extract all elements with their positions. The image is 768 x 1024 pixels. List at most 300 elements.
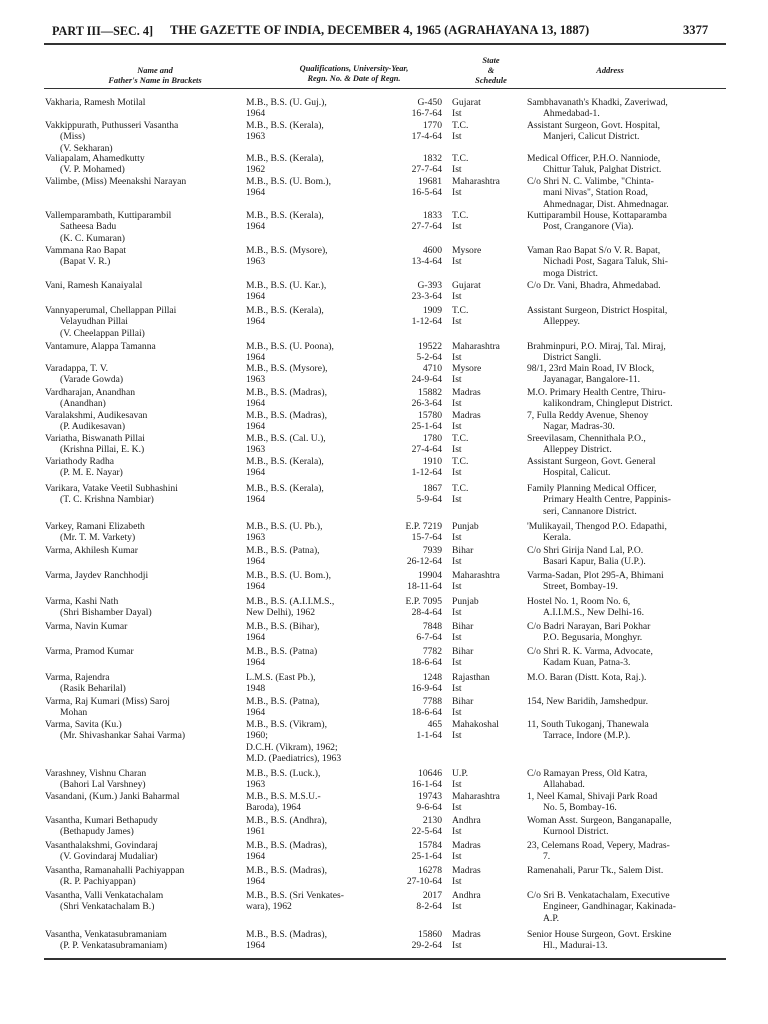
entry-qualification-line: M.B., B.S. (U. Guj.), [246, 97, 327, 108]
entry-registration-line: 15882 [418, 387, 442, 398]
entry-qualification-line: 1963 [246, 374, 266, 386]
gazette-title: THE GAZETTE OF INDIA, DECEMBER 4, 1965 (AGRAHAYANA 13, 1887) [170, 23, 590, 37]
entry-registration-line: 16-7-64 [411, 108, 442, 120]
entry-registration-line: 18-6-64 [411, 657, 442, 669]
entry-state [452, 521, 530, 544]
entry-address-line: Assistant Surgeon, District Hospital, [527, 305, 668, 316]
entry-state-line: T.C. [452, 153, 469, 164]
entry-state [452, 696, 530, 719]
entry-name-line: (Miss) [60, 131, 86, 143]
entry-name-line: Valimbe, (Miss) Meenakshi Narayan [45, 176, 187, 187]
entry-name [45, 456, 241, 479]
entry-registration [380, 521, 442, 544]
entry-registration [380, 363, 442, 386]
entry-state-line: Ist [452, 657, 462, 669]
entry-address-line: seri, Cannanore District. [543, 505, 637, 517]
entry-name-line: (T. C. Krishna Nambiar) [60, 494, 154, 506]
entry-address [527, 280, 728, 291]
entry-qualification-line: M.B., B.S. (Patna) [246, 646, 318, 657]
entry-name-line: (P. Audikesavan) [60, 421, 126, 433]
entry-state-line: Ist [452, 532, 462, 544]
entry-name-line: Vannyaperumal, Chellappan Pillai [45, 305, 177, 316]
entry-name-line: Varalakshmi, Audikesavan [45, 410, 148, 421]
entry-name [45, 341, 241, 352]
entry-state [452, 97, 530, 120]
entry-registration-line: 16-5-64 [411, 187, 442, 199]
entry-name-line: (Bapat V. R.) [60, 256, 111, 268]
entry-state-line: T.C. [452, 120, 469, 131]
entry-state-line: Ist [452, 901, 462, 913]
entry-registration-line: 26-3-64 [411, 398, 442, 410]
entry-qualification-line: M.B., B.S. (Madras), [246, 410, 328, 421]
entry-registration-line: 19681 [418, 176, 442, 187]
entry-state-line: Madras [452, 410, 481, 421]
entry-name-line: Velayudhan Pillai [60, 316, 128, 328]
entry-state [452, 210, 530, 233]
entry-name-line: Valiapalam, Ahamedkutty [45, 153, 145, 164]
entry-name-line: Vasantha, Venkatasubramaniam [45, 929, 167, 940]
entry-registration-line: 18-6-64 [411, 707, 442, 719]
entry-registration-line: 27-10-64 [406, 876, 442, 888]
entry-name-line: Varashney, Vishnu Charan [45, 768, 147, 779]
entry-state-line: Bihar [452, 621, 474, 632]
entry-state-line: T.C. [452, 456, 469, 467]
entry-registration [380, 570, 442, 593]
entry-registration-line: 1832 [422, 153, 442, 164]
entry-address [527, 929, 728, 952]
entry-address-line: 11, South Tukoganj, Thanewala [527, 719, 649, 730]
entry-qualification-line: 1964 [246, 421, 266, 433]
entry-qualification-line: 1964 [246, 352, 266, 364]
entry-registration [380, 696, 442, 719]
entry-name-line: (V. Sekharan) [60, 142, 113, 154]
entry-name-line: (Krishna Pillai, E. K.) [60, 444, 145, 456]
entry-address [527, 153, 728, 176]
entry-registration [380, 929, 442, 952]
entry-address-line: moga District. [543, 267, 598, 279]
entry-name [45, 280, 241, 291]
entry-state [452, 545, 530, 568]
entry-registration-line: 1-12-64 [411, 316, 442, 328]
entry-registration-line: 24-9-64 [411, 374, 442, 386]
entry-address [527, 210, 728, 233]
entry-address [527, 646, 728, 669]
entry-address [527, 97, 728, 120]
entry-registration [380, 433, 442, 456]
entry-state [452, 596, 530, 619]
entry-qualification-line: 1964 [246, 291, 266, 303]
entry-registration [380, 456, 442, 479]
entry-address-line: 23, Celemans Road, Vepery, Madras- [527, 840, 670, 851]
entry-state-line: Ist [452, 876, 462, 888]
entry-name [45, 815, 241, 838]
entry-state [452, 433, 530, 456]
entry-name-line: Vasantha, Kumari Bethapudy [45, 815, 158, 826]
entry-registration-line: 16-1-64 [411, 779, 442, 791]
entry-name [45, 97, 241, 108]
entry-address-line: P.O. Begusaria, Monghyr. [543, 632, 643, 644]
entry-address-line: A.P. [543, 912, 559, 924]
entry-registration [380, 280, 442, 303]
entry-address-line: Brahminpuri, P.O. Miraj, Tal. Miraj, [527, 341, 666, 352]
entry-name-line: (V. Govindaraj Mudaliar) [60, 851, 158, 863]
entry-qualification-line: 1964 [246, 940, 266, 952]
entry-name [45, 865, 241, 888]
entry-qualification-line: M.B., B.S. (Kerala), [246, 456, 324, 467]
entry-qualification-line: M.B., B.S. (Luck.), [246, 768, 321, 779]
entry-state [452, 570, 530, 593]
entry-name [45, 305, 241, 339]
entry-name [45, 245, 241, 268]
entry-registration [380, 153, 442, 176]
entry-registration-line: 7782 [422, 646, 442, 657]
entry-name [45, 840, 241, 863]
entry-state-line: T.C. [452, 210, 469, 221]
entry-qualification-line: Baroda), 1964 [246, 802, 301, 814]
entry-name-line: Varma, Akhilesh Kumar [45, 545, 138, 556]
entry-name-line: (Varade Gowda) [60, 374, 124, 386]
entry-registration-line: 1248 [422, 672, 442, 683]
entry-qualification-line: M.B., B.S. (U. Pb.), [246, 521, 323, 532]
entry-state-line: Maharashtra [452, 791, 500, 802]
entry-address-line: Chittur Taluk, Palghat District. [543, 164, 662, 176]
entry-address-line: 7. [543, 851, 551, 863]
entry-address [527, 387, 728, 410]
entry-registration-line: E.P. 7219 [405, 521, 442, 532]
entry-name-line: (Shri Bishamber Dayal) [60, 607, 152, 619]
entry-registration-line: 5-9-64 [416, 494, 442, 506]
entry-address-line: M.O. Baran (Distt. Kota, Raj.). [527, 672, 647, 683]
entry-qualification-line: M.B., B.S. (Kerala), [246, 483, 324, 494]
entry-registration [380, 341, 442, 364]
entry-state [452, 621, 530, 644]
entry-qualification-line: 1964 [246, 876, 266, 888]
entry-address-line: C/o Shri Girija Nand Lal, P.O. [527, 545, 644, 556]
entry-name-line: Vasantha, Ramanahalli Pachiyappan [45, 865, 185, 876]
entry-state [452, 305, 530, 328]
entry-registration-line: 9-6-64 [416, 802, 442, 814]
entry-qualification-line: M.B., B.S. (Andhra), [246, 815, 328, 826]
entry-qualification-line: M.D. (Paediatrics), 1963 [246, 752, 342, 764]
entry-registration [380, 815, 442, 838]
entry-address-line: Sambhavanath's Khadki, Zaveriwad, [527, 97, 668, 108]
entry-state [452, 245, 530, 268]
entry-registration-line: 18-11-64 [407, 581, 442, 593]
entry-address [527, 176, 728, 210]
entry-address-line: C/o Dr. Vani, Bhadra, Ahmedabad. [527, 280, 661, 291]
entry-name-line: (V. P. Mohamed) [60, 164, 125, 176]
entry-state-line: Madras [452, 929, 481, 940]
entry-address-line: C/o Ramayan Press, Old Katra, [527, 768, 648, 779]
entry-registration-line: 5-2-64 [416, 352, 442, 364]
column-header-qualifications: Qualifications, University-Year, Regn. No. & Date of Regn. [299, 64, 409, 83]
entry-qualification-line: M.B., B.S. (Kerala), [246, 305, 324, 316]
entry-address-line: Ahmednagar, Dist. Ahmednagar. [543, 198, 669, 210]
entry-qualification-line: 1964 [246, 221, 266, 233]
entry-address-line: C/o Shri N. C. Valimbe, "Chinta- [527, 176, 654, 187]
entry-address-line: Kadam Kuan, Patna-3. [543, 657, 631, 669]
entry-address [527, 341, 728, 364]
entry-qualification-line: M.B., B.S. (Patna), [246, 696, 320, 707]
entry-state [452, 341, 530, 364]
entry-qualification-line: D.C.H. (Vikram), 1962; [246, 741, 338, 753]
entry-address-line: Nichadi Post, Sagara Taluk, Shi- [543, 256, 668, 268]
entry-state [452, 153, 530, 176]
entry-name-line: (V. Cheelappan Pillai) [60, 327, 145, 339]
entry-state [452, 719, 530, 742]
entry-address-line: Manjeri, Calicut District. [543, 131, 640, 143]
entry-qualification-line: M.B., B.S. (Madras), [246, 929, 328, 940]
entry-address [527, 410, 728, 433]
entry-name-line: Satheesa Badu [60, 221, 117, 233]
entry-registration-line: 1780 [422, 433, 442, 444]
entry-qualification-line: M.B., B.S. (Madras), [246, 840, 328, 851]
entry-name-line: (Bethapudy James) [60, 826, 134, 838]
entry-registration-line: 15784 [418, 840, 442, 851]
entry-address-line: Hl., Madurai-13. [543, 940, 608, 952]
entry-address [527, 305, 728, 328]
entry-name-line: Vantamure, Alappa Tamanna [45, 341, 156, 352]
entry-name-line: Vakharia, Ramesh Motilal [45, 97, 146, 108]
entry-qualification-line: 1961 [246, 826, 266, 838]
entry-registration-line: 1867 [422, 483, 442, 494]
entry-name-line: (Mr. Shivashankar Sahai Varma) [60, 730, 186, 742]
entry-state-line: Ist [452, 607, 462, 619]
entry-registration [380, 305, 442, 328]
entry-qualification-line: wara), 1962 [246, 901, 292, 913]
entry-registration-line: 17-4-64 [411, 131, 442, 143]
entry-address-line: 98/1, 23rd Main Road, IV Block, [527, 363, 655, 374]
entry-name [45, 210, 241, 244]
entry-qualification-line: 1948 [246, 683, 266, 695]
entry-qualification-line: L.M.S. (East Pb.), [246, 672, 316, 683]
entry-name [45, 791, 241, 802]
entry-qualification-line: 1964 [246, 556, 266, 568]
entry-state-line: Andhra [452, 815, 481, 826]
entry-registration [380, 672, 442, 695]
entry-state [452, 929, 530, 952]
entry-registration [380, 621, 442, 644]
entry-state [452, 456, 530, 479]
entry-address [527, 570, 728, 593]
entry-address [527, 433, 728, 456]
entry-name-line: (Shri Venkatachalam B.) [60, 901, 155, 913]
entry-state [452, 176, 530, 199]
entry-address [527, 363, 728, 386]
entry-state-line: Ist [452, 730, 462, 742]
entry-state [452, 672, 530, 695]
entry-address-line: Allahabad. [543, 779, 585, 791]
entry-address-line: Post, Cranganore (Via). [543, 221, 634, 233]
entry-state-line: Ist [452, 108, 462, 120]
entry-registration-line: 1910 [422, 456, 442, 467]
entry-address-line: C/o Sri B. Venkatachalam, Executive [527, 890, 670, 901]
entry-address-line: 1, Neel Kamal, Shivaji Park Road [527, 791, 658, 802]
entry-name [45, 176, 241, 187]
entry-qualification-line: 1964 [246, 707, 266, 719]
entry-registration-line: 7848 [422, 621, 442, 632]
entry-state-line: Ist [452, 131, 462, 143]
entry-address-line: District Sangli. [543, 352, 602, 364]
entry-state-line: Ist [452, 494, 462, 506]
entry-address-line: Assistant Surgeon, Govt. General [527, 456, 656, 467]
page-number: 3377 [683, 23, 709, 37]
entry-name-line: (Anandhan) [60, 398, 106, 410]
entry-name [45, 890, 241, 913]
entry-state [452, 768, 530, 791]
entry-registration [380, 176, 442, 199]
entry-registration [380, 120, 442, 143]
entry-registration-line: 19743 [418, 791, 442, 802]
entry-registration-line: 15780 [418, 410, 442, 421]
entry-name [45, 929, 241, 952]
entry-state [452, 483, 530, 506]
entry-qualification-line: 1963 [246, 532, 266, 544]
entry-state-line: Punjab [452, 521, 479, 532]
entry-address-line: Jayanagar, Bangalore-11. [543, 374, 641, 386]
entry-registration-line: 10646 [418, 768, 442, 779]
entry-qualification-line: 1964 [246, 581, 266, 593]
entry-state-line: Mysore [452, 245, 482, 256]
entry-name [45, 545, 241, 556]
entry-name-line: Varma, Navin Kumar [45, 621, 128, 632]
entry-state-line: Maharashtra [452, 341, 500, 352]
entry-registration-line: 15860 [418, 929, 442, 940]
entry-name [45, 621, 241, 632]
entry-registration [380, 545, 442, 568]
entry-state-line: Ist [452, 632, 462, 644]
entry-name-line: Varkey, Ramani Elizabeth [45, 521, 145, 532]
entry-address-line: A.I.I.M.S., New Delhi-16. [543, 607, 644, 619]
entry-registration-line: 27-4-64 [411, 444, 442, 456]
entry-state-line: Ist [452, 802, 462, 814]
entry-registration-line: 1833 [422, 210, 442, 221]
entry-qualification-line: M.B., B.S. (Vikram), [246, 719, 327, 730]
entry-registration [380, 410, 442, 433]
entry-state-line: Ist [452, 164, 462, 176]
entry-address [527, 545, 728, 568]
entry-state [452, 865, 530, 888]
entry-name-line: Vardharajan, Anandhan [45, 387, 136, 398]
column-header-address: Address [596, 66, 624, 75]
entry-address-line: kalikondram, Chingleput District. [543, 398, 673, 410]
entry-state-line: Ist [452, 291, 462, 303]
entry-state-line: Madras [452, 840, 481, 851]
entry-registration [380, 387, 442, 410]
entry-address-line: Ramenahali, Parur Tk., Salem Dist. [527, 865, 664, 876]
entry-registration [380, 210, 442, 233]
entry-name [45, 433, 241, 456]
entry-state-line: Ist [452, 221, 462, 233]
entry-registration-line: G-393 [417, 280, 442, 291]
entry-address-line: mani Nivas", Station Road, [543, 187, 648, 199]
entry-state [452, 363, 530, 386]
column-header-name: Name and Father's Name in Brackets [108, 66, 202, 85]
entry-registration-line: 2017 [422, 890, 442, 901]
entry-name-line: (P. M. E. Nayar) [60, 467, 123, 479]
entry-address [527, 768, 728, 791]
entry-address-line: C/o Shri R. K. Varma, Advocate, [527, 646, 653, 657]
entry-address-line: Family Planning Medical Officer, [527, 483, 657, 494]
entry-name-line: Vasantha, Valli Venkatachalam [45, 890, 164, 901]
entry-name-line: Vallemparambath, Kuttiparambil [45, 210, 172, 221]
entry-address-line: Basari Kapur, Balia (U.P.). [543, 556, 646, 568]
entry-registration [380, 596, 442, 619]
entry-registration-line: 465 [427, 719, 442, 730]
entry-address-line: 7, Fulla Reddy Avenue, Shenoy [527, 410, 649, 421]
entry-address [527, 672, 728, 683]
entry-registration-line: 19522 [418, 341, 442, 352]
entry-name [45, 521, 241, 544]
entry-address-line: Medical Officer, P.H.O. Nanniode, [527, 153, 661, 164]
entry-address-line: Assistant Surgeon, Govt. Hospital, [527, 120, 661, 131]
entry-registration-line: 1909 [422, 305, 442, 316]
entry-address [527, 120, 728, 143]
entry-registration [380, 865, 442, 888]
entry-address-line: Senior House Surgeon, Govt. Erskine [527, 929, 672, 940]
entry-address-line: Vaman Rao Bapat S/o V. R. Bapat, [527, 245, 661, 256]
entry-address [527, 245, 728, 279]
entry-qualification-line: M.B., B.S. (U. Poona), [246, 341, 334, 352]
entry-state-line: Mysore [452, 363, 482, 374]
entry-state-line: Bihar [452, 646, 474, 657]
entry-state [452, 890, 530, 913]
entry-name [45, 719, 241, 742]
entry-registration [380, 791, 442, 814]
entry-address [527, 791, 728, 814]
entry-registration-line: 26-12-64 [406, 556, 442, 568]
entry-state-line: Ist [452, 581, 462, 593]
entry-registration-line: 28-4-64 [411, 607, 442, 619]
entry-name-line: Varma, Rajendra [45, 672, 110, 683]
entry-qualification-line: 1962 [246, 164, 266, 176]
entry-registration-line: 7939 [422, 545, 442, 556]
entry-registration-line: 29-2-64 [411, 940, 442, 952]
entry-address-line: Tarrace, Indore (M.P.). [543, 730, 631, 742]
entry-name-line: Variatha, Biswanath Pillai [45, 433, 145, 444]
entry-registration [380, 97, 442, 120]
entry-state-line: Madras [452, 865, 481, 876]
entry-address-line: Engineer, Gandhinagar, Kakinada- [543, 901, 676, 913]
entry-qualification-line: 1963 [246, 131, 266, 143]
entry-qualification-line: 1964 [246, 657, 266, 669]
entry-registration [380, 483, 442, 506]
entry-state-line: Ist [452, 256, 462, 268]
entry-registration-line: 1770 [422, 120, 442, 131]
entry-registration [380, 768, 442, 791]
entry-registration-line: 1-12-64 [411, 467, 442, 479]
entry-registration-line: 4710 [422, 363, 442, 374]
entry-state-line: Ist [452, 352, 462, 364]
entry-qualification-line: 1964 [246, 108, 266, 120]
entry-registration-line: 7788 [422, 696, 442, 707]
entry-state [452, 280, 530, 303]
entry-name [45, 596, 241, 619]
entry-address [527, 696, 728, 707]
entry-state-line: Ist [452, 556, 462, 568]
entry-registration-line: 27-7-64 [411, 221, 442, 233]
entry-qualification-line: 1963 [246, 256, 266, 268]
entry-name-line: Vani, Ramesh Kanaiyalal [45, 280, 143, 291]
entry-registration-line: 6-7-64 [416, 632, 442, 644]
entry-qualification-line: M.B., B.S. (A.I.I.M.S., [246, 596, 335, 607]
entry-qualification-line: M.B., B.S. (Kerala), [246, 210, 324, 221]
entry-address-line: No. 5, Bombay-16. [543, 802, 617, 814]
entry-address [527, 815, 728, 838]
entry-address-line: M.O. Primary Health Centre, Thiru- [527, 387, 666, 398]
entry-qualification-line: 1964 [246, 632, 266, 644]
entry-name-line: Vasanthalakshmi, Govindaraj [45, 840, 158, 851]
